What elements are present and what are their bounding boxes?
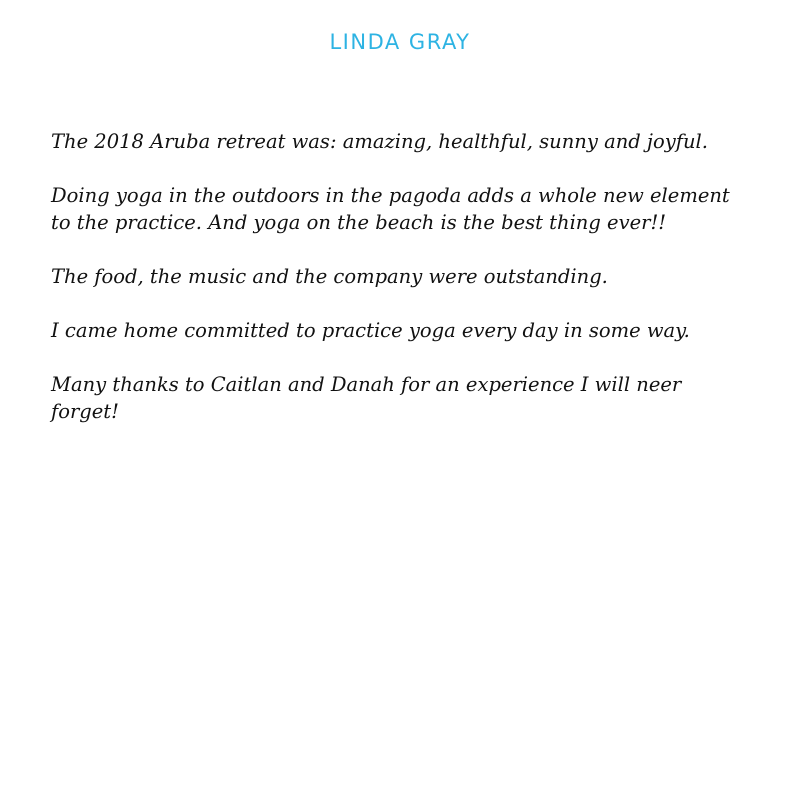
testimonial-paragraph: Doing yoga in the outdoors in the pagoda adds a whole new element to the practice. And yoga on the beach is the best thing ever!! bbox=[51, 184, 730, 234]
testimonial-paragraph: Many thanks to Caitlan and Danah for an experience I will neer forget! bbox=[51, 373, 682, 423]
testimonial-body bbox=[51, 128, 741, 452]
testimonial-paragraph: The food, the music and the company were outstanding. bbox=[51, 265, 608, 288]
page-title: LINDA GRAY bbox=[329, 30, 471, 54]
testimonial-paragraph: I came home committed to practice yoga every day in some way. bbox=[51, 319, 690, 342]
testimonial-paragraph: The 2018 Aruba retreat was: amazing, healthful, sunny and joyful. bbox=[51, 130, 708, 153]
